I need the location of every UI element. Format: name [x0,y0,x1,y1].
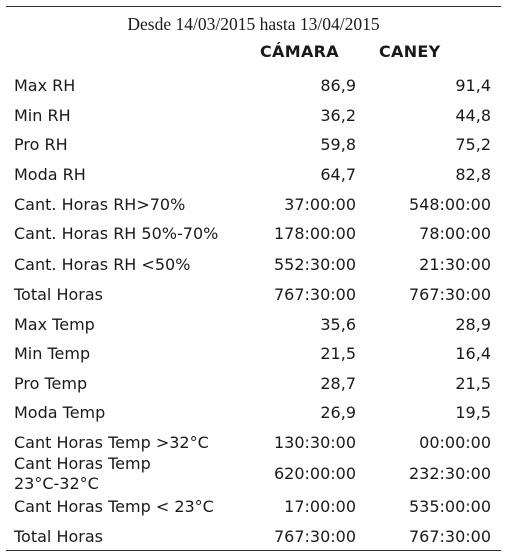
caney-value: 767:30:00 [408,527,491,546]
row-label [14,454,151,494]
camara-value: 35,6 [320,315,356,334]
caney-value: 535:00:00 [408,497,491,516]
caney-value: 232:30:00 [408,464,491,483]
camara-value: 26,9 [320,403,356,422]
caney-value: 16,4 [455,344,491,363]
caney-value: 44,8 [455,106,491,125]
row-label: Moda Temp [14,403,106,422]
row-label: Max RH [14,76,76,95]
caney-value: 28,9 [455,315,491,334]
row-label: Cant. Horas RH <50% [14,255,191,274]
caney-value: 21,5 [455,374,491,393]
caney-value: 78:00:00 [419,224,491,243]
camara-value: 64,7 [320,165,356,184]
camara-value: 36,2 [320,106,356,125]
caney-value: 767:30:00 [408,285,491,304]
row-label: Cant. Horas RH 50%-70% [14,224,219,243]
data-table [6,0,501,553]
row-label-line-1: Cant Horas Temp [14,454,151,473]
row-label: Min RH [14,106,71,125]
row-label: Cant Horas Temp < 23°C [14,497,214,516]
top-rule [6,6,501,7]
camara-value: 178:00:00 [273,224,356,243]
camara-value: 59,8 [320,135,356,154]
camara-value: 552:30:00 [273,255,356,274]
camara-value: 21,5 [320,344,356,363]
row-label: Min Temp [14,344,91,363]
camara-value: 767:30:00 [273,285,356,304]
camara-value: 17:00:00 [284,497,356,516]
column-header-camara: CÁMARA [260,42,339,61]
camara-value: 28,7 [320,374,356,393]
bottom-rule [6,550,501,551]
table-caption: Desde 14/03/2015 hasta 13/04/2015 [127,14,380,34]
row-label: Total Horas [14,527,103,546]
camara-value: 767:30:00 [273,527,356,546]
row-label: Max Temp [14,315,95,334]
column-header-caney: CANEY [379,42,441,61]
caney-value: 21:30:00 [419,255,491,274]
row-label: Pro RH [14,135,68,154]
table-row [6,454,501,496]
caney-value: 548:00:00 [408,195,491,214]
caney-value: 75,2 [455,135,491,154]
caney-value: 91,4 [455,76,491,95]
camara-value: 130:30:00 [273,433,356,452]
camara-value: 86,9 [320,76,356,95]
row-label: Total Horas [14,285,103,304]
caney-value: 82,8 [455,165,491,184]
row-label-line-2: 23°C-32°C [14,474,99,493]
camara-value: 37:00:00 [284,195,356,214]
row-label: Cant. Horas RH>70% [14,195,186,214]
row-label: Pro Temp [14,374,88,393]
caney-value: 19,5 [455,403,491,422]
camara-value: 620:00:00 [273,464,356,483]
row-label: Cant Horas Temp >32°C [14,433,209,452]
caney-value: 00:00:00 [419,433,491,452]
row-label: Moda RH [14,165,86,184]
